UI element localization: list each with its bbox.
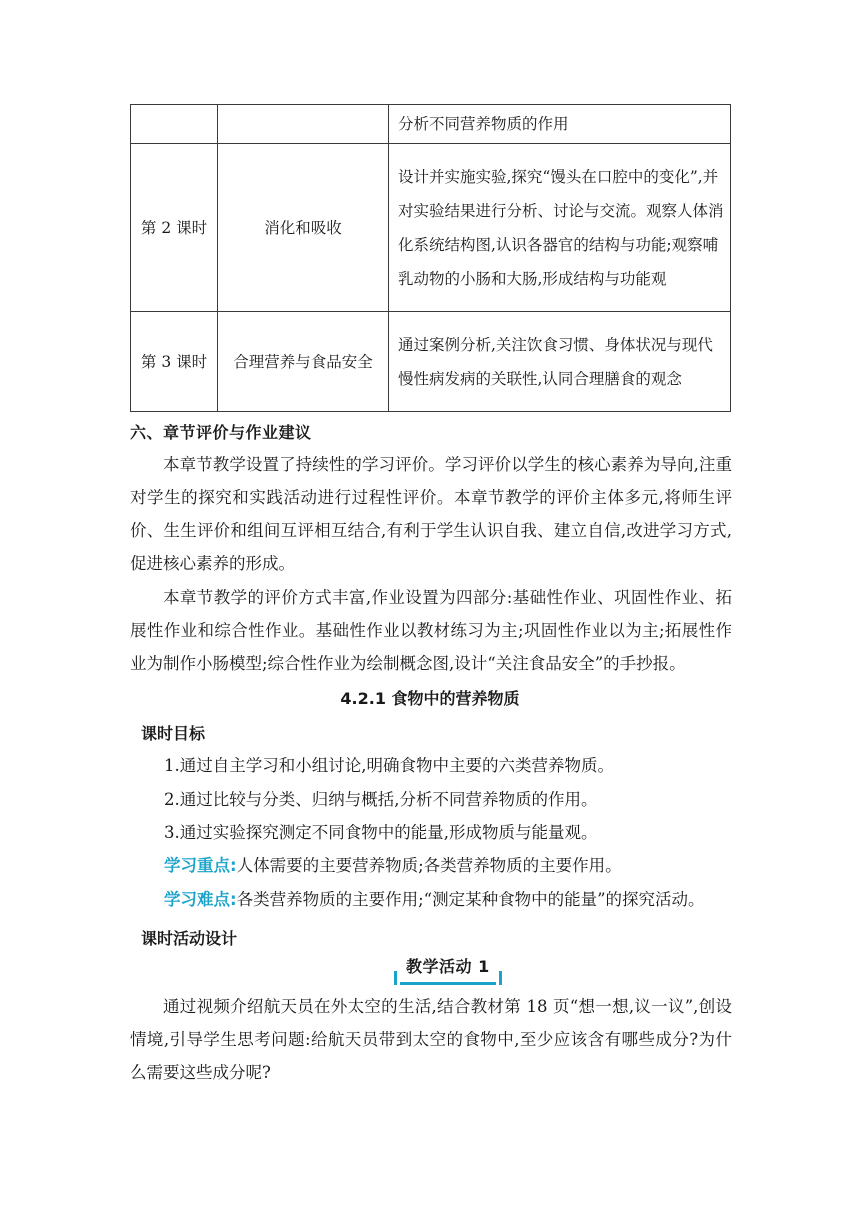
lesson-cell: 第 2 课时 bbox=[131, 144, 218, 312]
topic-cell: 合理营养与食品安全 bbox=[218, 312, 389, 412]
content-cell: 通过案例分析,关注饮食习惯、身体状况与现代慢性病发病的关联性,认同合理膳食的观念 bbox=[389, 312, 731, 412]
activity-label: 教学活动 1 bbox=[400, 954, 496, 985]
topic-cell bbox=[218, 105, 389, 144]
key-point bbox=[164, 849, 622, 882]
homework-paragraph: 本章节教学的评价方式丰富,作业设置为四部分:基础性作业、巩固性作业、拓展性作业和综合性作业。基础性作业以教材练习为主;巩固性作业以为主;拓展性作业为制作小肠模型;综合性作业为绘制概念图,设计“关注食品安全”的手抄报。 bbox=[130, 588, 732, 673]
goals-heading: 课时目标 bbox=[141, 724, 206, 743]
lesson-title: 4.2.1 食物中的营养物质 bbox=[340, 689, 520, 708]
table-row bbox=[131, 144, 731, 312]
goal-item: 1.通过自主学习和小组讨论,明确食物中主要的六类营养物质。 bbox=[164, 756, 614, 775]
topic-cell: 消化和吸收 bbox=[218, 144, 389, 312]
design-heading: 课时活动设计 bbox=[141, 929, 238, 948]
content-cell: 设计并实施实验,探究“馒头在口腔中的变化”,并对实验结果进行分析、讨论与交流。观察人体消化系统结构图,认识各器官的结构与功能;观察哺乳动物的小肠和大肠,形成结构与功能观 bbox=[389, 144, 731, 312]
table-row bbox=[131, 105, 731, 144]
goal-item: 3.通过实验探究测定不同食物中的能量,形成物质与能量观。 bbox=[164, 823, 598, 842]
key-point-label: 学习重点: bbox=[164, 856, 237, 875]
section-heading: 六、章节评价与作业建议 bbox=[130, 423, 312, 442]
lesson-cell bbox=[131, 105, 218, 144]
lesson-plan-table bbox=[130, 104, 731, 412]
difficulty-label: 学习难点: bbox=[164, 890, 237, 909]
content-cell: 分析不同营养物质的作用 bbox=[389, 105, 731, 144]
difficulty-point bbox=[164, 883, 705, 916]
lesson-cell: 第 3 课时 bbox=[131, 312, 218, 412]
goal-item: 2.通过比较与分类、归纳与概括,分析不同营养物质的作用。 bbox=[164, 790, 598, 809]
difficulty-text: 各类营养物质的主要作用;“测定某种食物中的能量”的探究活动。 bbox=[236, 890, 705, 909]
activity-paragraph: 通过视频介绍航天员在外太空的生活,结合教材第 18 页“想一想,议一议”,创设情境,引导学生思考问题:给航天员带到太空的食物中,至少应该含有哪些成分?为什么需要这些成分呢? bbox=[130, 997, 732, 1082]
key-point-text: 人体需要的主要营养物质;各类营养物质的主要作用。 bbox=[236, 856, 622, 875]
table-row bbox=[131, 312, 731, 412]
evaluation-paragraph: 本章节教学设置了持续性的学习评价。学习评价以学生的核心素养为导向,注重对学生的探究和实践活动进行过程性评价。本章节教学的评价主体多元,将师生评价、生生评价和组间互评相互结合,有利于学生认识自我、建立自信,改进学习方式,促进核心素养的形成。 bbox=[130, 455, 732, 573]
